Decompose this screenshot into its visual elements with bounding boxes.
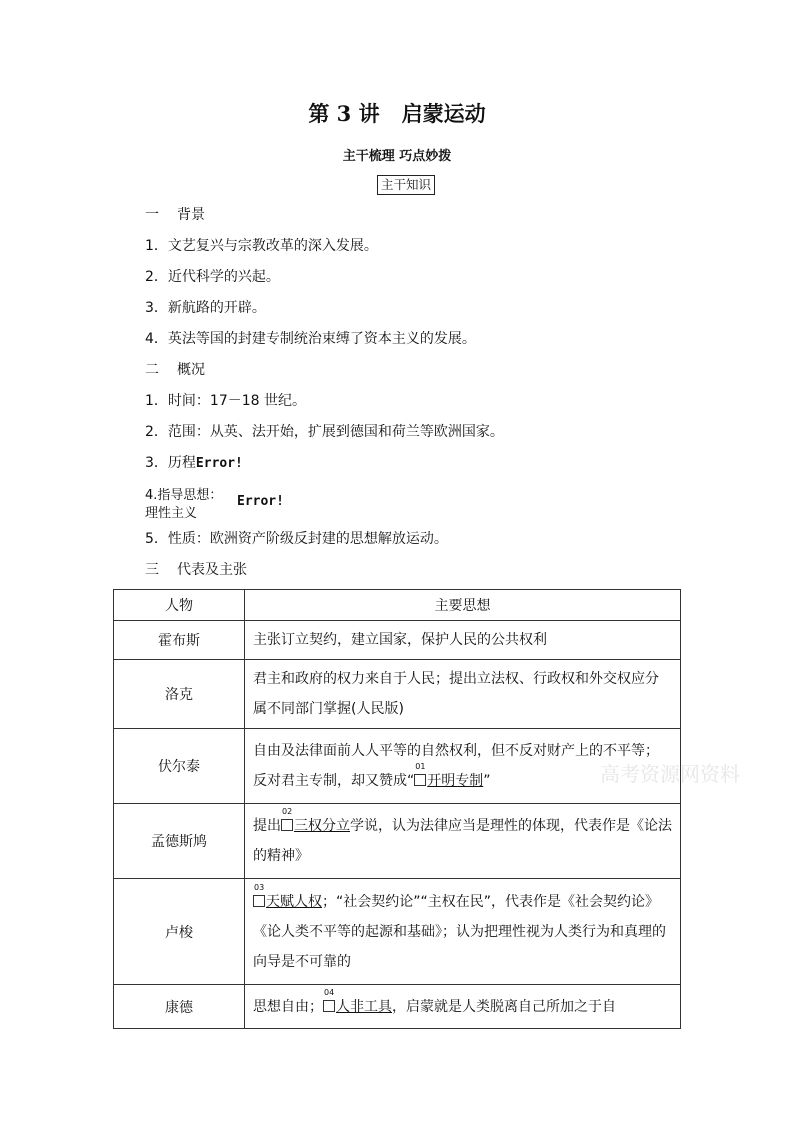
overview-scope: 2．范围：从英、法开始，扩展到德国和荷兰等欧洲国家。	[145, 424, 504, 440]
table-row	[114, 621, 681, 660]
table-row	[114, 660, 681, 729]
person-name: 洛克	[114, 660, 245, 729]
person-name: 霍布斯	[114, 621, 245, 660]
table-header-row	[114, 590, 681, 621]
section-number: 一	[145, 207, 159, 223]
guide-label-a: 4.指导思想：	[145, 488, 223, 503]
key-term: 三权分立	[294, 818, 350, 834]
blank-marker-icon	[253, 882, 265, 907]
person-ideas	[245, 985, 681, 1029]
idea-text: ；“社会契约论”“主权在民”，代表作是《社会契约论》《论人类不平等的起源和基础》；认为把理性视为人类行为和真理的向导是不可靠的	[253, 893, 666, 970]
table-row	[114, 729, 681, 804]
section-heading-background	[145, 204, 205, 224]
key-term: 天赋人权	[266, 893, 322, 910]
header-person: 人物	[114, 590, 245, 621]
idea-text: 学说，认为法律应当是理性的体现，代表作是《论法的精神》	[253, 818, 672, 864]
header-ideas: 主要思想	[245, 590, 681, 621]
section-label: 代表及主张	[177, 562, 247, 578]
person-name: 伏尔泰	[114, 729, 245, 804]
boxed-label: 主干知识	[377, 175, 435, 195]
section-heading-overview	[145, 359, 205, 379]
person-ideas	[245, 660, 681, 729]
table-row	[114, 879, 681, 985]
idea-text: 自由及法律面前人人平等的自然权利，但不反对财产上的不平等；反对君主专制，却又赞成“	[253, 743, 659, 789]
background-item: 2．近代科学的兴起。	[145, 269, 280, 285]
subtitle: 主干梳理 巧点妙拨	[342, 149, 452, 164]
section-number: 二	[145, 362, 159, 378]
idea-text: ，启蒙就是人类脱离自己所加之于自	[392, 998, 616, 1015]
person-ideas	[245, 804, 681, 879]
person-name: 康德	[114, 985, 245, 1029]
idea-text: 提出	[253, 818, 281, 834]
marker-number: 04	[324, 987, 335, 997]
representatives-table	[113, 589, 681, 1029]
blank-marker-icon	[323, 987, 335, 1012]
overview-process	[145, 452, 243, 472]
blank-marker-icon	[414, 762, 426, 786]
person-ideas	[245, 879, 681, 985]
process-error: Error!	[195, 456, 243, 471]
person-name: 卢梭	[114, 879, 245, 985]
idea-text: 君主和政府的权力来自于人民；提出立法权、行政权和外交权应分属不同部门掌握(人民版)	[253, 671, 659, 717]
guide-error: Error!	[237, 494, 284, 509]
section-number: 三	[145, 562, 159, 578]
marker-number: 02	[282, 807, 293, 816]
guide-label-b: 理性主义	[145, 506, 198, 521]
section-heading-representatives	[145, 559, 247, 579]
key-term: 人非工具	[336, 998, 392, 1015]
background-item: 4．英法等国的封建专制统治束缚了资本主义的发展。	[145, 331, 476, 347]
idea-text: 思想自由；	[253, 998, 323, 1015]
blank-marker-icon	[281, 807, 293, 831]
idea-text: 主张订立契约，建立国家，保护人民的公共权利	[253, 632, 547, 648]
key-term: 开明专制	[427, 773, 484, 789]
idea-text: ”	[483, 773, 491, 789]
background-item: 3．新航路的开辟。	[145, 300, 266, 316]
person-ideas	[245, 621, 681, 660]
section-label: 背景	[177, 207, 205, 223]
overview-nature: 5．性质：欧洲资产阶级反封建的思想解放运动。	[145, 531, 448, 547]
title-part-2: 启蒙运动	[401, 101, 486, 126]
table-row	[114, 985, 681, 1029]
marker-number: 01	[415, 762, 426, 771]
background-item: 1．文艺复兴与宗教改革的深入发展。	[145, 238, 378, 254]
section-label: 概况	[177, 362, 205, 378]
title-part-1: 第 3 讲	[308, 101, 380, 126]
watermark: 高考资源网资料	[600, 762, 740, 786]
overview-time: 1．时间：17－18 世纪。	[145, 393, 306, 409]
page-title	[0, 98, 794, 128]
process-label: 3．历程	[145, 455, 196, 471]
marker-number: 03	[254, 882, 265, 892]
person-name: 孟德斯鸠	[114, 804, 245, 879]
table-row	[114, 804, 681, 879]
